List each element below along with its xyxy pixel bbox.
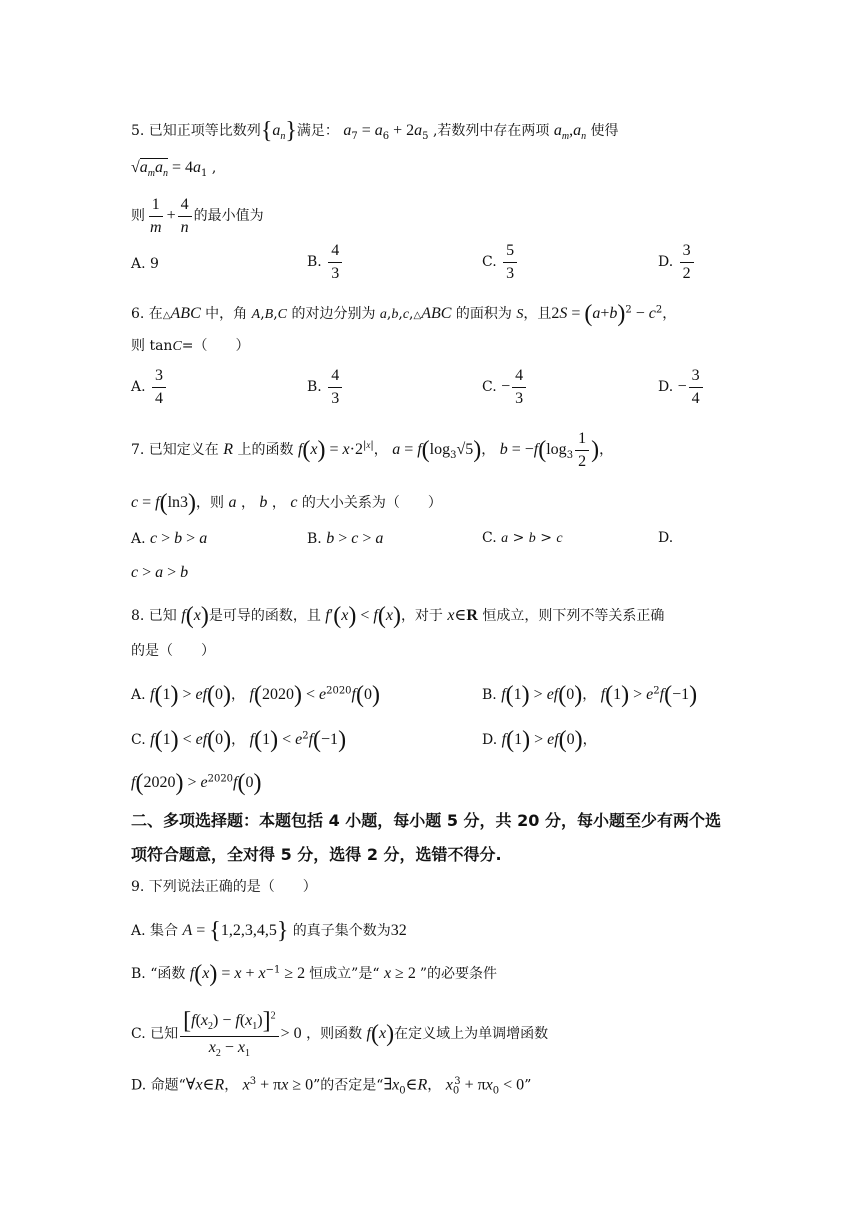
q7-option-b: B. b > c > a: [307, 530, 384, 547]
q5-stem: 5. 已知正项等比数列$\{a_n\}$满足： $a_7 = a_6 + 2a_5$ ,若数列中存在两项 $a_m,a_n$ 使得: [131, 118, 619, 144]
q5-option-b: B. $\frac{4}{3}$: [307, 242, 344, 282]
q6-option-d: D. − $\frac{3}{4}$: [658, 367, 705, 407]
q6-option-c: C. − $\frac{4}{3}$: [482, 367, 528, 407]
q8-option-b: B. f(1) > ef(0)， $f(1) > e^2f(-1)$: [482, 682, 698, 708]
q6-option-b: B. $\frac{4}{3}$: [307, 367, 344, 407]
q9-option-b: B. “函数 $f(x) = x + x^{-1} \ge 2$ 恒成立”是“ x ≥ 2 ”的必要条件: [131, 961, 497, 987]
q7-option-a: A. c > b > a: [131, 530, 208, 547]
q8-option-c: C. f(1) < ef(0)， $f(1) < e^2f(-1)$: [131, 727, 347, 753]
q5-cond2: $√a_ma_n = 4a_1$ ,: [131, 159, 217, 179]
q6-stem: 6. 在△ABC 中，角 A,B,C 的对边分别为 a,b,c,△ABC 的面积为 S，且$2S = (a+b)^2 - c^2$，: [131, 301, 677, 327]
q8-stem: 8. 已知 f(x)是可导的函数，且 f′(x) < f(x)，对于 x∈R 恒成立，则下列不等关系正确: [131, 603, 665, 629]
q6-option-a: A. $\frac{3}{4}$: [131, 367, 168, 407]
q8-option-a: A. f(1) > ef(0)， $f(2020) < e^{2020}f(0)$: [131, 682, 380, 708]
q9-stem: 9. 下列说法正确的是（ ）: [131, 879, 317, 895]
q7-option-c: C. a > b > c: [482, 530, 563, 546]
q8-option-d: D. f(1) > ef(0)，: [482, 727, 597, 753]
section2-line1: 二、多项选择题：本题包括 4 小题，每小题 5 分，共 20 分，每小题至少有两个选: [131, 811, 721, 830]
q7-stem: 7. 已知定义在 R 上的函数 $f(x) = x\cdot 2^{|x|}$， $a = f(\log_3√5)$， $b = -f(\log_3$ $\frac{1}{2}$ )，: [131, 430, 614, 470]
q7-option-d-value: c > a > b: [131, 564, 189, 581]
q5-ask: 则 $\frac{1}{m}$ + $\frac{4}{n}$ 的最小值为: [131, 196, 264, 236]
q5-option-d: D. $\frac{3}{2}$: [658, 242, 696, 282]
q7-line2: c = f(ln3)，则 a ， b ， c 的大小关系为（ ）: [131, 490, 442, 516]
q9-option-c: C. 已知 $\frac{[f(x_2) - f(x_1)]^2}{x_2 - x_1}$ > 0 ，则函数 f(x)在定义域上为单调增函数: [131, 1008, 549, 1060]
q5-option-c: C. $\frac{5}{3}$: [482, 242, 519, 282]
q6-ask: 则 tanC=（ ）: [131, 338, 250, 354]
q9-option-a: A. 集合 A = {1,2,3,4,5} 的真子集个数为32: [131, 918, 407, 944]
q8-option-d-cont: $f(2020) > e^{2020}f(0)$: [131, 770, 262, 796]
q9-option-d: D. 命题“∀x∈R， $x^3 + \pi x \ge 0$”的否定是“$\exists x_0\in R$， $x_0^3 + \pi x_0 < 0$”: [131, 1076, 532, 1097]
q8-line2: 的是（ ）: [131, 643, 215, 659]
q5-option-a: A. 9: [131, 256, 159, 272]
q7-option-d: D.: [658, 530, 674, 546]
section2-line2: 项符合题意，全对得 5 分，选得 2 分，选错不得分.: [131, 845, 502, 864]
